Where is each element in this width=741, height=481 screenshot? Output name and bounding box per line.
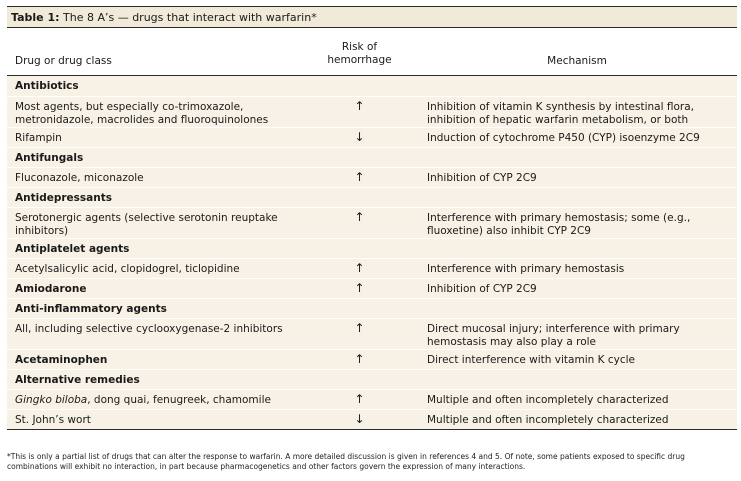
- cell-mechanism: Interference with primary hemostasis: [427, 263, 625, 275]
- risk-down-arrow-icon: ↓: [354, 130, 365, 144]
- table-row: [7, 167, 737, 187]
- cell-mechanism: Interference with primary hemostasis; some (e.g., fluoxetine) also inhibit CYP 2C9: [427, 212, 691, 237]
- table-group-row: [7, 298, 737, 318]
- cell-mechanism: Direct interference with vitamin K cycle: [427, 354, 635, 366]
- table-row: [7, 258, 737, 278]
- table-group-row: [7, 76, 737, 96]
- cell-drug: Acetaminophen: [15, 354, 108, 366]
- cell-drug: Fluconazole, miconazole: [15, 172, 144, 184]
- table-title-label: Table 1:: [11, 11, 60, 24]
- table-group-row: [7, 349, 737, 369]
- table-footnote: *This is only a partial list of drugs that can alter the response to warfarin. A more detailed discussion is given in references 4 and 5. Of note, some patients exposed to specific drug combinations will exhibit no interaction, in part because pharmacogenetics and other factors govern the expression of many interactions.: [7, 452, 685, 471]
- table-group-row: [7, 187, 737, 207]
- cell-drug: All, including selective cyclooxygenase-2 inhibitors: [15, 323, 283, 335]
- table-group-row: [7, 278, 737, 298]
- cell-drug: Alternative remedies: [15, 374, 140, 386]
- table-row: [7, 127, 737, 147]
- cell-drug: Antifungals: [15, 152, 84, 164]
- cell-drug: Antibiotics: [15, 80, 79, 92]
- risk-up-arrow-icon: ↑: [354, 261, 365, 275]
- cell-mechanism: Direct mucosal injury; interference with primary hemostasis may also play a role: [427, 323, 680, 348]
- risk-up-arrow-icon: ↑: [354, 392, 365, 406]
- cell-drug: Acetylsalicylic acid, clopidogrel, ticlopidine: [15, 263, 240, 275]
- risk-up-arrow-icon: ↑: [354, 281, 365, 295]
- cell-mechanism: Multiple and often incompletely characterized: [427, 414, 669, 426]
- cell-drug: Antiplatelet agents: [15, 243, 130, 255]
- table-body: [7, 76, 737, 429]
- cell-mechanism: Inhibition of vitamin K synthesis by intestinal flora, inhibition of hepatic warfarin metabolism, or both: [427, 101, 694, 126]
- risk-down-arrow-icon: ↓: [354, 412, 365, 426]
- cell-drug-italic: Gingko biloba: [15, 394, 88, 406]
- table-header-row: [7, 34, 737, 76]
- drug-interaction-table: [7, 34, 737, 430]
- header-risk: Risk of hemorrhage: [327, 41, 392, 66]
- cell-drug: St. John’s wort: [15, 414, 91, 426]
- table-title: [7, 6, 737, 28]
- cell-drug: Rifampin: [15, 132, 62, 144]
- table-row: [7, 389, 737, 409]
- cell-drug: Anti-inflammatory agents: [15, 303, 167, 315]
- cell-drug: Serotonergic agents (selective serotonin reuptake inhibitors): [15, 212, 278, 237]
- header-drug: Drug or drug class: [15, 55, 112, 67]
- table-row: [7, 96, 737, 127]
- cell-mechanism: Induction of cytochrome P450 (CYP) isoenzyme 2C9: [427, 132, 700, 144]
- cell-drug: Antidepressants: [15, 192, 113, 204]
- cell-mechanism: Inhibition of CYP 2C9: [427, 172, 537, 184]
- table-group-row: [7, 147, 737, 167]
- table-group-row: [7, 369, 737, 389]
- table-row: [7, 318, 737, 349]
- risk-up-arrow-icon: ↑: [354, 170, 365, 184]
- risk-up-arrow-icon: ↑: [354, 352, 365, 366]
- table-row: [7, 207, 737, 238]
- header-mechanism: Mechanism: [547, 55, 607, 67]
- cell-drug-text: , dong quai, fenugreek, chamomile: [87, 394, 271, 406]
- risk-up-arrow-icon: ↑: [354, 321, 365, 335]
- table-title-text: The 8 A’s — drugs that interact with warfarin*: [59, 11, 317, 24]
- table-group-row: [7, 238, 737, 258]
- cell-mechanism: Inhibition of CYP 2C9: [427, 283, 537, 295]
- cell-drug: Amiodarone: [15, 283, 87, 295]
- risk-up-arrow-icon: ↑: [354, 210, 365, 224]
- cell-drug: [15, 394, 315, 407]
- cell-mechanism: Multiple and often incompletely characterized: [427, 394, 669, 406]
- table-row: [7, 409, 737, 429]
- risk-up-arrow-icon: ↑: [354, 99, 365, 113]
- cell-drug: Most agents, but especially co-trimoxazole, metronidazole, macrolides and fluoroquinolones: [15, 101, 269, 126]
